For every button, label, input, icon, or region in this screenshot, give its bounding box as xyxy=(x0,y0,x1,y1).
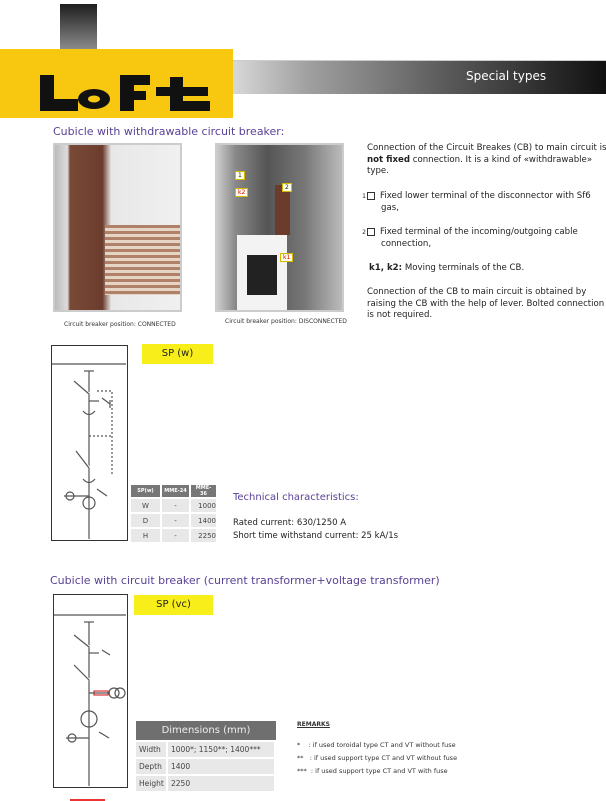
description: Connection of the Circuit Breakes (CB) to main circuit is not fixed connection. It is a kind of «withdrawable» type. xyxy=(367,143,606,176)
badge-sp-vc: SP (vc) xyxy=(134,595,213,615)
dimensions-table: Dimensions (mm) Width 1000*; 1150**; 1400*** Depth 1400 Height 2250 xyxy=(136,719,276,793)
photo-label-k1: k1 xyxy=(280,253,293,262)
photo-label-1: 1 xyxy=(235,171,245,180)
table-row: Depth 1400 xyxy=(136,759,276,774)
remark-1: * : if used toroidal type CT and VT without fuse xyxy=(297,741,456,749)
table-row: Width 1000*; 1150**; 1400*** xyxy=(136,742,276,757)
badge-sp-w: SP (w) xyxy=(142,344,213,364)
section2-title: Cubicle with circuit breaker (current transformer+voltage transformer) xyxy=(50,574,440,587)
banner-title: Special types xyxy=(466,69,547,83)
header-tab xyxy=(60,4,97,49)
spw-table: SP(w) MME-24 MME-36 W - 1000 D - 1400 H - 2250 xyxy=(129,483,218,544)
item-1: 1 Fixed lower terminal of the disconnector with Sf6 gas, xyxy=(362,191,591,213)
table-row: W - 1000 xyxy=(131,499,216,512)
table-row: D - 1400 xyxy=(131,514,216,527)
photo-connected xyxy=(53,143,182,312)
caption-connected: Circuit breaker position: CONNECTED xyxy=(64,321,176,328)
photo-disconnected xyxy=(215,143,344,312)
photo-label-k2: k2 xyxy=(235,188,248,197)
remarks-title: REMARKS xyxy=(297,721,330,728)
remark-2: ** : if used support type CT and VT without fuse xyxy=(297,754,458,762)
section1-title: Cubicle with withdrawable circuit breaker: xyxy=(53,125,285,138)
table-row: Height 2250 xyxy=(136,776,276,791)
table-row: H - 2250 xyxy=(131,529,216,542)
remark-3: *** : if used support type CT and VT with fuse xyxy=(297,767,448,775)
short-time-current: Short time withstand current: 25 kA/1s xyxy=(233,531,399,541)
tech-title: Technical characteristics: xyxy=(233,492,359,503)
rated-current: Rated current: 630/1250 A xyxy=(233,518,347,528)
description-2: Connection of the CB to main circuit is obtained by raising the CB with the help of lever. Bolted connection is not required. xyxy=(367,287,605,320)
caption-disconnected: Circuit breaker position: DISCONNECTED xyxy=(225,318,347,325)
logo xyxy=(0,49,233,118)
k-terminals: k1, k2: Moving terminals of the CB. xyxy=(369,263,525,273)
item-2: 2 Fixed terminal of the incoming/outgoing cable connection, xyxy=(362,227,578,249)
schematic-sp-w xyxy=(51,345,128,541)
section-banner xyxy=(233,60,606,94)
photo-label-2: 2 xyxy=(282,183,292,192)
schematic-sp-vc xyxy=(53,594,128,788)
